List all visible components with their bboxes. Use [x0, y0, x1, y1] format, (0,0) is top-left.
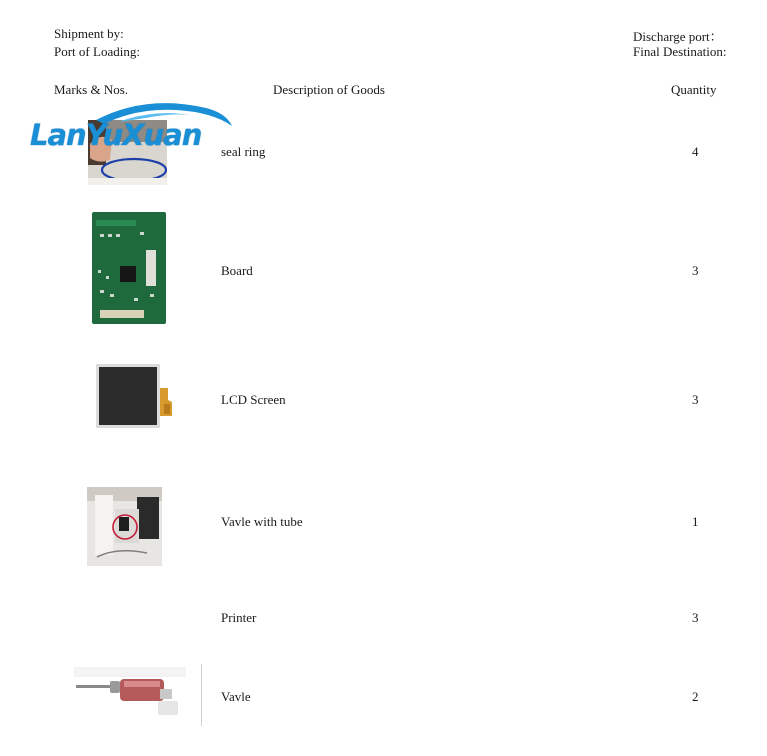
item-description: Printer — [221, 610, 257, 625]
item-quantity: 3 — [692, 392, 699, 407]
divider — [201, 664, 202, 726]
item-description: LCD Screen — [221, 392, 286, 407]
valve-with-tube-photo — [87, 487, 162, 566]
item-quantity: 3 — [692, 610, 699, 625]
discharge-port-label: Discharge port： — [633, 29, 723, 44]
brand-logo — [26, 98, 236, 158]
final-destination-label: Final Destination: — [633, 44, 727, 59]
column-header-description: Description of Goods — [273, 82, 385, 97]
item-description: Vavle — [221, 689, 251, 704]
column-header-marks: Marks & Nos. — [54, 82, 129, 97]
item-quantity: 1 — [692, 514, 699, 529]
brand-logo-text: LanYuXuan — [30, 118, 202, 152]
item-description: seal ring — [221, 144, 266, 159]
circuit-board-photo — [90, 210, 168, 326]
shipment-by-label: Shipment by: — [54, 26, 124, 41]
column-header-quantity: Quantity — [671, 82, 717, 97]
item-description: Vavle with tube — [221, 514, 303, 529]
item-quantity: 4 — [692, 144, 699, 159]
port-of-loading-label: Port of Loading: — [54, 44, 140, 59]
item-quantity: 3 — [692, 263, 699, 278]
item-quantity: 2 — [692, 689, 699, 704]
item-description: Board — [221, 263, 253, 278]
lcd-screen-photo — [94, 360, 174, 432]
valve-photo — [74, 667, 186, 723]
